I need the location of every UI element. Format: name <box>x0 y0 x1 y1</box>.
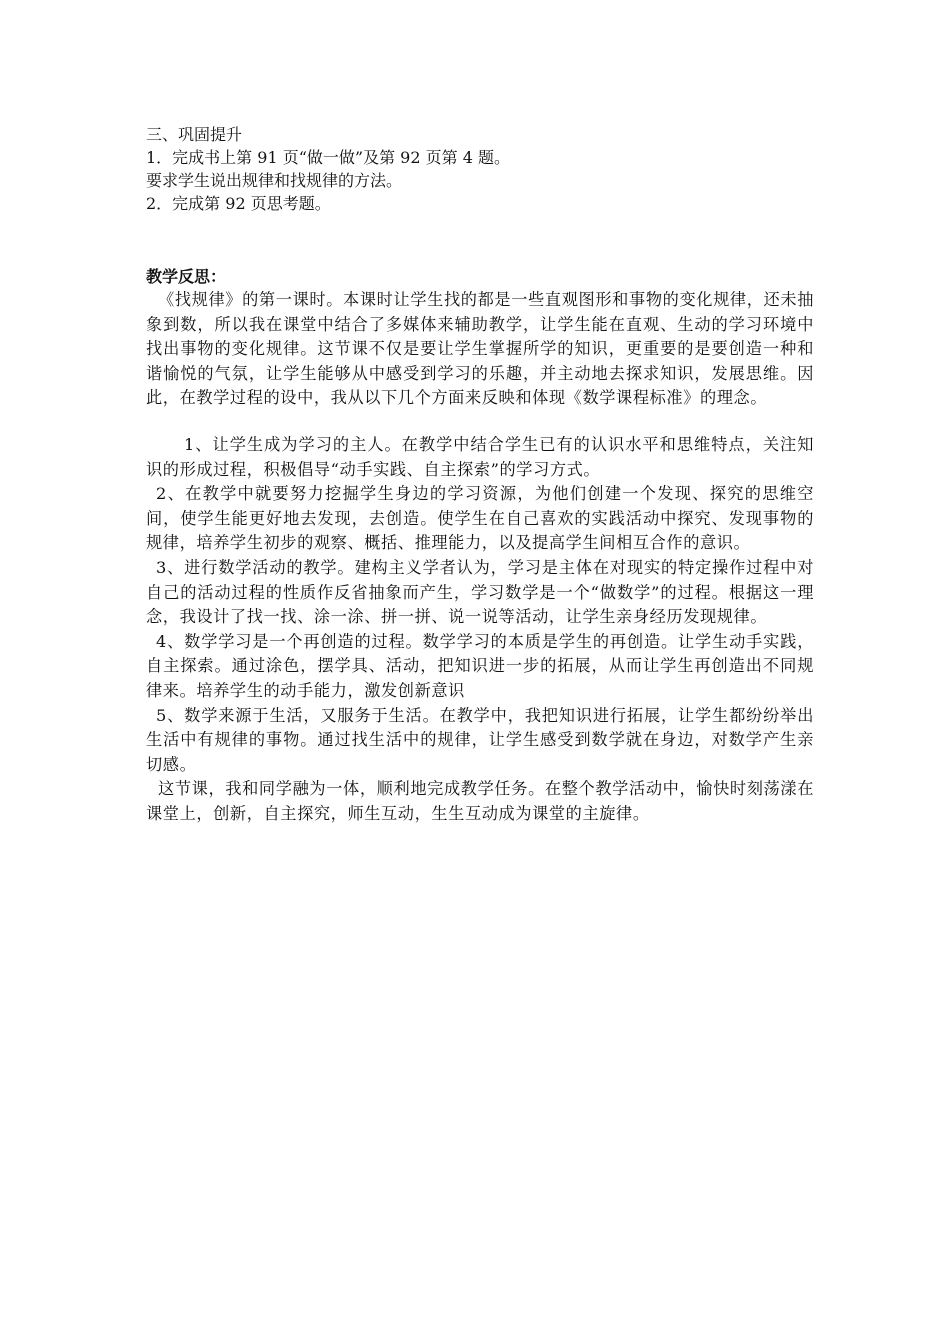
exercise-item-1: 1．完成书上第 91 页“做一做”及第 92 页第 4 题。 <box>146 148 510 167</box>
section-title: 三、巩固提升 <box>146 125 243 144</box>
reflection-point-5: 5、数学来源于生活，又服务于生活。在教学中，我把知识进行拓展，让学生都纷纷举出生活中有规律的事物。通过找生活中的规律，让学生感受到数学就在身边，对数学产生亲切感。 <box>146 705 814 774</box>
reflection-point-3: 3、进行数学活动的教学。建构主义学者认为，学习是主体在对现实的特定操作过程中对自己的活动过程的性质作反省抽象而产生，学习数学是一个“做数学”的过程。根据这一理念，我设计了找一找、涂一涂、拼一拼、说一说等活动，让学生亲身经历发现规律。 <box>146 557 814 627</box>
reflection-heading: 教学反思： <box>146 267 227 286</box>
document-content <box>146 123 814 826</box>
section-consolidation <box>146 123 814 215</box>
reflection-closing: 这节课，我和同学融为一体，顺利地完成教学任务。在整个教学活动中，愉快时刻荡漾在课堂上，创新，自主探究，师生互动，生生互动成为课堂的主旋律。 <box>146 779 814 823</box>
reflection-intro: 《找规律》的第一课时。本课时让学生找的都是一些直观图形和事物的变化规律，还未抽象到数，所以我在课堂中结合了多媒体来辅助教学，让学生能在直观、生动的学习环境中找出事物的变化规律。这节课不仅是要让学生掌握所学的知识，更重要的是要创造一种和谐愉悦的气氛，让学生能够从中感受到学习的乐趣，并主动地去探求知识，发展思维。因此，在教学过程的设中，我从以下几个方面来反映和体现《数学课程标准》的理念。 <box>146 290 814 408</box>
section-reflection <box>146 265 814 826</box>
reflection-point-1: 1、让学生成为学习的主人。在教学中结合学生已有的认识水平和思维特点，关注知识的形成过程，积极倡导“动手实践、自主探索”的学习方式。 <box>146 434 814 479</box>
reflection-point-4: 4、数学学习是一个再创造的过程。数学学习的本质是学生的再创造。让学生动手实践，自主探索。通过涂色，摆学具、活动，把知识进一步的拓展，从而让学生再创造出不同规律来。培养学生的动手能力，激发创新意识 <box>146 631 814 700</box>
exercise-item-1-note: 要求学生说出规律和找规律的方法。 <box>146 171 403 190</box>
reflection-point-2: 2、在教学中就要努力挖掘学生身边的学习资源，为他们创建一个发现、探究的思维空间，使学生能更好地去发现，去创造。使学生在自己喜欢的实践活动中探究、发现事物的规律，培养学生初步的观察、概括、推理能力，以及提高学生间相互合作的意识。 <box>146 484 814 553</box>
exercise-item-2: 2．完成第 92 页思考题。 <box>146 194 331 213</box>
spacer <box>146 411 814 433</box>
spacer <box>146 215 814 265</box>
